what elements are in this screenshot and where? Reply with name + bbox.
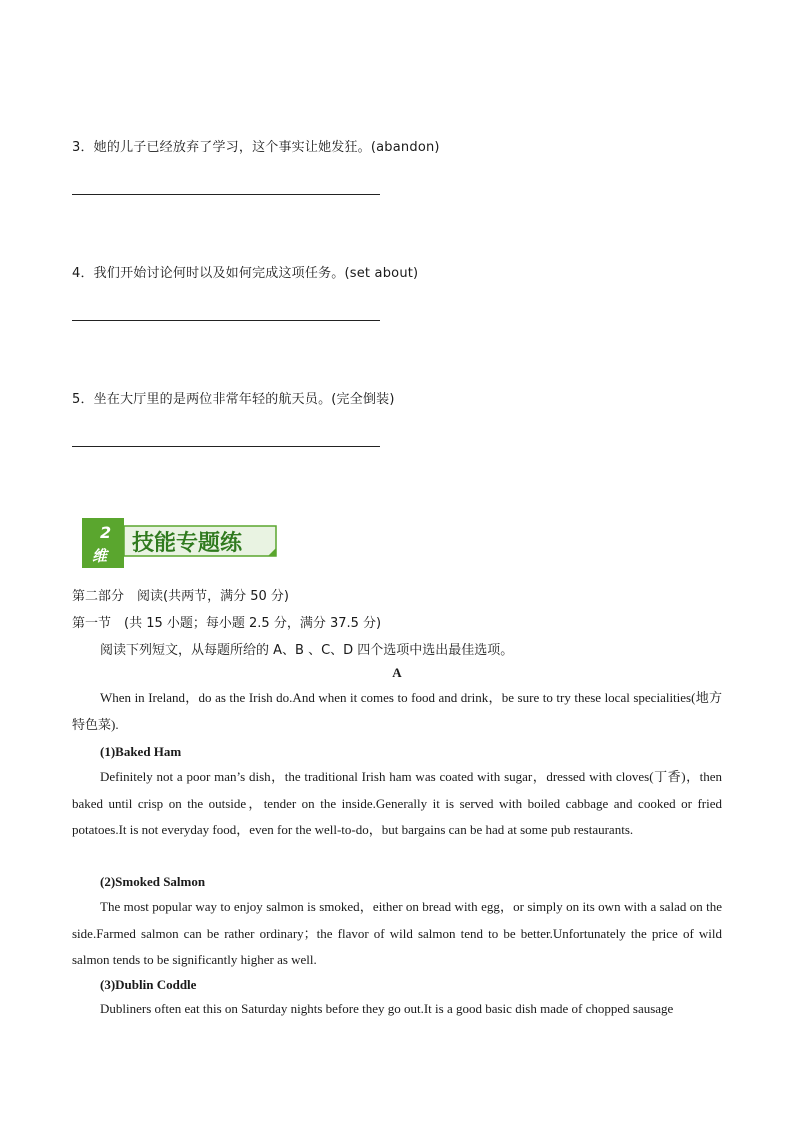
- item-2-body: [72, 894, 722, 974]
- banner-unit: 维: [92, 547, 108, 565]
- item-1-heading: (1)Baked Ham: [100, 744, 182, 759]
- answer-line-4[interactable]: [72, 320, 380, 321]
- item-2-paragraph: The most popular way to enjoy salmon is smoked，either on bread with egg，or simply on its own with a salad on the side.Farmed salmon can be rather ordinary；the flavor of wild salmon tend to be better.Unfortunately the price of wild salmon tends to be significantly higher as well.: [72, 899, 722, 967]
- item-3-paragraph: Dubliners often eat this on Saturday nights before they go out.It is a good basic dish made of chopped sausage: [100, 1001, 674, 1016]
- banner-graphic: [80, 514, 280, 570]
- intro-paragraph: When in Ireland，do as the Irish do.And when it comes to food and drink，be sure to try these local specialities(地方特色菜).: [72, 690, 722, 732]
- instruction: 阅读下列短文，从每题所给的 A、B 、C、D 四个选项中选出最佳选项。: [100, 643, 514, 658]
- passage-label: A: [392, 665, 402, 680]
- answer-line-5[interactable]: [72, 446, 380, 447]
- answer-line-3[interactable]: [72, 194, 380, 195]
- item-3-body: [72, 996, 722, 1023]
- question-3: 3．她的儿子已经放弃了学习，这个事实让她发狂。(abandon): [72, 140, 440, 155]
- passage-intro: [72, 685, 722, 738]
- item-1-body: [72, 764, 722, 844]
- subsection-heading: 第一节 (共 15 小题；每小题 2.5 分，满分 37.5 分): [72, 616, 382, 631]
- banner-number: 2: [100, 523, 112, 542]
- question-4: 4．我们开始讨论何时以及如何完成这项任务。(set about): [72, 266, 419, 281]
- section-banner: [80, 514, 280, 570]
- item-1-paragraph: Definitely not a poor man’s dish，the traditional Irish ham was coated with sugar，dressed with cloves(丁香)，then baked until crisp on the outside，tender on the inside.Generally it is served with boiled cabbage and cooked or fried potatoes.It is not everyday food，even for the well-to-do，but bargains can be had at some pub restaurants.: [72, 769, 722, 837]
- part-heading: 第二部分 阅读(共两节，满分 50 分): [72, 589, 289, 604]
- item-3-heading: (3)Dublin Coddle: [100, 977, 197, 992]
- item-2-heading: (2)Smoked Salmon: [100, 874, 206, 889]
- banner-title: 技能专题练: [132, 531, 243, 556]
- question-5: 5．坐在大厅里的是两位非常年轻的航天员。(完全倒装): [72, 392, 395, 407]
